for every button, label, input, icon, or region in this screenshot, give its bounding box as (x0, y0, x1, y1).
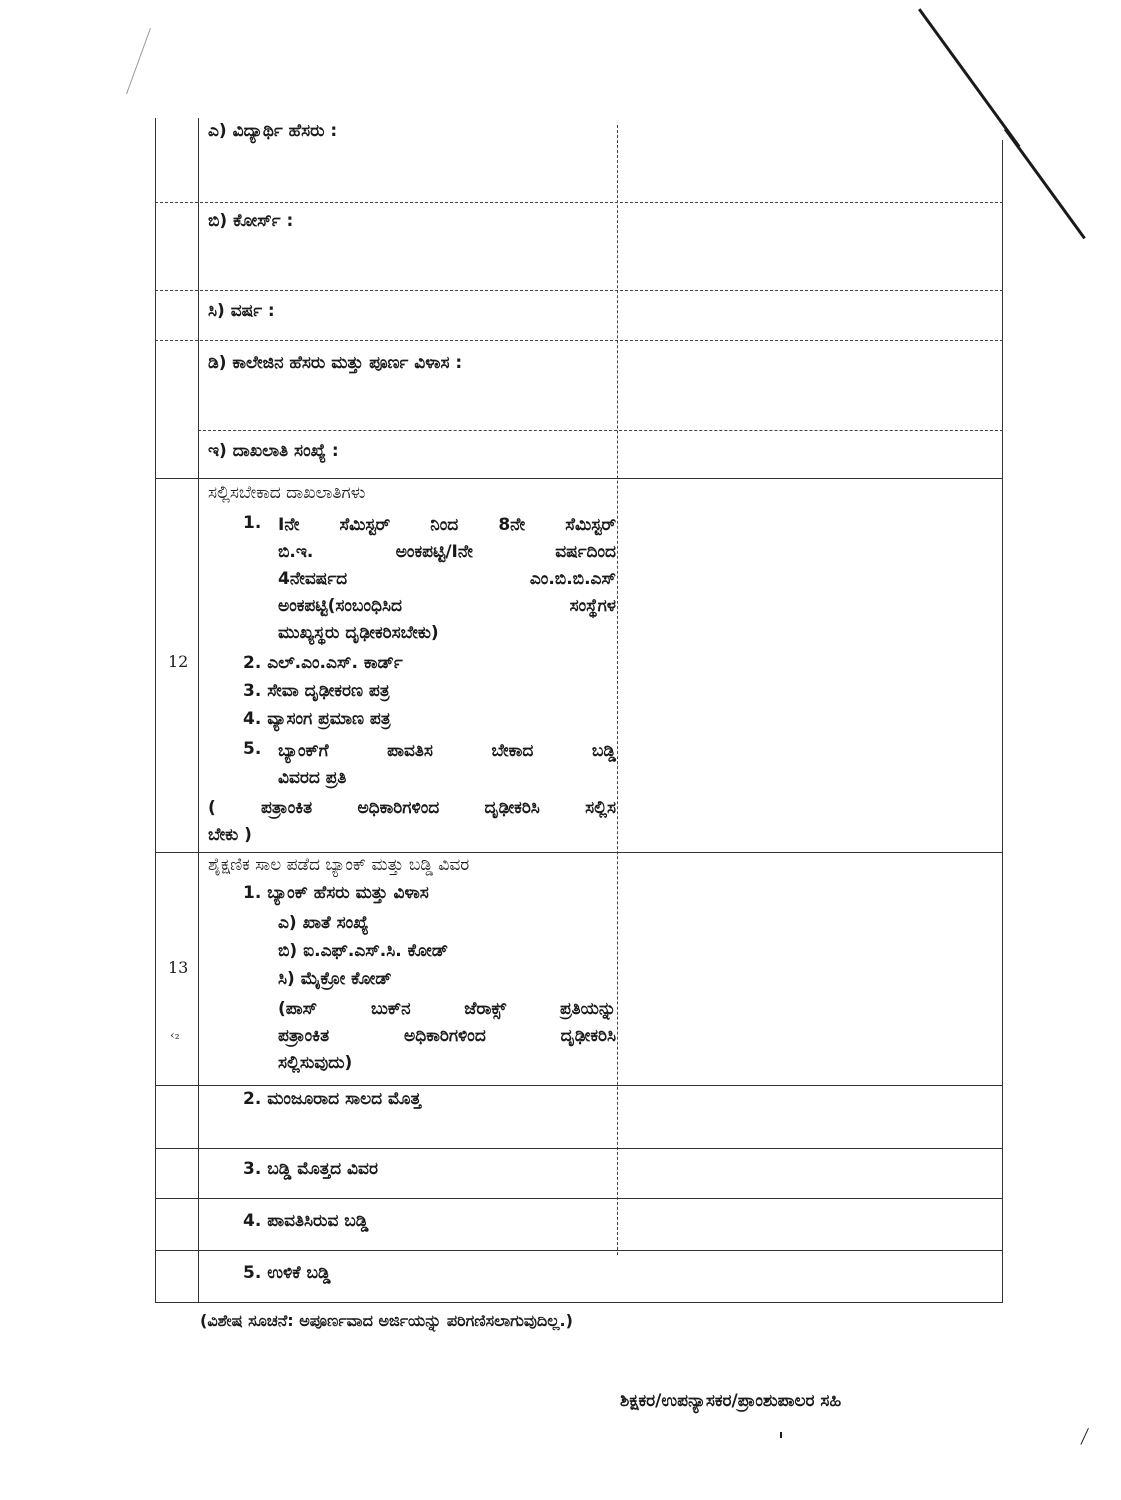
section-13-item1: 1. ಬ್ಯಾಂಕ್ ಹೆಸರು ಮತ್ತು ವಿಳಾಸ (243, 883, 429, 903)
item1-line: ಮುಖ್ಯಸ್ಥರು ದೃಢೀಕರಿಸಬೇಕು) (278, 623, 439, 643)
note-line: ಬೇಕು ) (208, 825, 252, 845)
section-13-sub-account-number: ಎ) ಖಾತೆ ಸಂಖ್ಯೆ (278, 913, 369, 933)
item5-line: ವಿವರದ ಪ್ರತಿ (278, 768, 347, 788)
note-line: ( ಪತ್ರಾಂಕಿತ ಅಧಿಕಾರಿಗಳಿಂದ ದೃಢೀಕರಿಸಿ ಸಲ್ಲಿಸ (208, 798, 616, 818)
scan-mark-top-right (918, 8, 1020, 147)
section-12-note (208, 795, 616, 849)
scan-mark-right-edge (1004, 128, 1086, 239)
table-right-border (1002, 140, 1003, 1303)
row-student-name: ಎ) ವಿದ್ಯಾರ್ಥಿ ಹೆಸರು : (208, 121, 338, 141)
note-line: (ಪಾಸ್ ಬುಕ್‌ನ ಜೆರಾಕ್ಸ್ ಪ್ರತಿಯನ್ನು (278, 999, 616, 1019)
section-number-12: 12 (168, 652, 189, 671)
row-separator (155, 478, 1003, 479)
section-13-item3-interest-details: 3. ಬಡ್ಡಿ ಮೊತ್ತದ ವಿವರ (243, 1159, 378, 1179)
section-13-item5-balance-interest: 5. ಉಳಿಕೆ ಬಡ್ಡಿ (243, 1263, 331, 1283)
signature-label: ಶಿಕ್ಷಕರ/ಉಪನ್ಯಾಸಕರ/ಪ್ರಾಂಶುಪಾಲರ ಸಹಿ (620, 1391, 842, 1411)
note-line: ಸಲ್ಲಿಸುವುದು) (278, 1053, 353, 1073)
section-13-item4-interest-paid: 4. ಪಾವತಿಸಿರುವ ಬಡ್ಡಿ (243, 1211, 369, 1231)
section-13-sub-micro-code: ಸಿ) ಮೈಕ್ರೋ ಕೋಡ್ (278, 969, 392, 989)
footnote-special-instruction: (ವಿಶೇಷ ಸೂಚನೆ: ಅಪೂರ್ಣವಾದ ಅರ್ಜಿಯನ್ನು ಪರಿಗಣಿಸಲಾಗುವುದಿಲ್ಲ.) (200, 1311, 573, 1330)
item1-line: 4ನೇವರ್ಷದ ಎಂ.ಬಿ.ಬಿ.ಎಸ್ (278, 569, 616, 589)
table-left-border (155, 118, 156, 1303)
section-13-heading: ಶೈಕ್ಷಣಿಕ ಸಾಲ ಪಡೆದ ಬ್ಯಾಂಕ್ ಮತ್ತು ಬಡ್ಡಿ ವಿವರ (208, 855, 470, 875)
section-12-item5-text (278, 738, 616, 792)
section-12-item3: 3. ಸೇವಾ ದೃಢೀಕರಣ ಪತ್ರ (243, 681, 390, 701)
section-12-heading: ಸಲ್ಲಿಸಬೇಕಾದ ದಾಖಲಾತಿಗಳು (208, 483, 366, 503)
section-13-side-mark: ‹₂ (170, 1028, 180, 1042)
row-separator (155, 340, 1003, 341)
row-separator (198, 430, 1003, 431)
row-separator (155, 1148, 1003, 1149)
item1-line: Iನೇ ಸೆಮಿಸ್ಟರ್ ನಿಂದ 8ನೇ ಸೆಮಿಸ್ಟರ್ (278, 515, 616, 535)
item5-line: ಬ್ಯಾಂಕ್‌ಗೆ ಪಾವತಿಸ ಬೇಕಾದ ಬಡ್ಡಿ (278, 741, 616, 761)
scan-mark-bottom (780, 1432, 782, 1438)
section-12-item1-number: 1. (243, 513, 262, 533)
row-separator (155, 1198, 1003, 1199)
section-13-sub-ifsc-code: ಬಿ) ಐ.ಎಫ್.ಎಸ್.ಸಿ. ಕೋಡ್ (278, 941, 449, 961)
row-year: ಸಿ) ವರ್ಷ : (208, 301, 275, 321)
row-college-name-address: ಡಿ) ಕಾಲೇಜಿನ ಹೆಸರು ಮತ್ತು ಪೂರ್ಣ ವಿಳಾಸ : (208, 353, 463, 373)
row-separator (155, 852, 1003, 853)
item1-line: ಬಿ.ಇ. ಅಂಕಪಟ್ಟಿ/Iನೇ ವರ್ಷದಿಂದ (278, 542, 616, 562)
row-separator (155, 202, 1003, 203)
table-bottom-border (155, 1302, 1003, 1303)
section-12-item1-text (278, 512, 616, 647)
section-12-item2: 2. ಎಲ್.ಎಂ.ಎಸ್. ಕಾರ್ಡ್ (243, 653, 403, 673)
section-12-item4: 4. ವ್ಯಾಸಂಗ ಪ್ರಮಾಣ ಪತ್ರ (243, 709, 391, 729)
scan-mark-left (126, 28, 151, 94)
row-separator (155, 1085, 1003, 1086)
section-13-item2-sanctioned-loan: 2. ಮಂಜೂರಾದ ಸಾಲದ ಮೊತ್ತ (243, 1089, 421, 1109)
row-separator (155, 290, 1003, 291)
row-separator (155, 1250, 1003, 1251)
scan-mark-bottom-right (1080, 1428, 1089, 1445)
row-admission-number: ಇ) ದಾಖಲಾತಿ ಸಂಖ್ಯೆ : (208, 441, 339, 461)
section-12-item5-number: 5. (243, 739, 262, 759)
table-number-column-divider (198, 118, 199, 1303)
section-number-13: 13 (168, 958, 189, 977)
item1-line: ಅಂಕಪಟ್ಟಿ(ಸಂಬಂಧಿಸಿದ ಸಂಸ್ಥೆಗಳ (278, 596, 616, 616)
section-13-note (278, 996, 616, 1077)
row-course: ಬಿ) ಕೋರ್ಸ್ : (208, 211, 294, 231)
note-line: ಪತ್ರಾಂಕಿತ ಅಧಿಕಾರಿಗಳಿಂದ ದೃಢೀಕರಿಸಿ (278, 1026, 616, 1046)
